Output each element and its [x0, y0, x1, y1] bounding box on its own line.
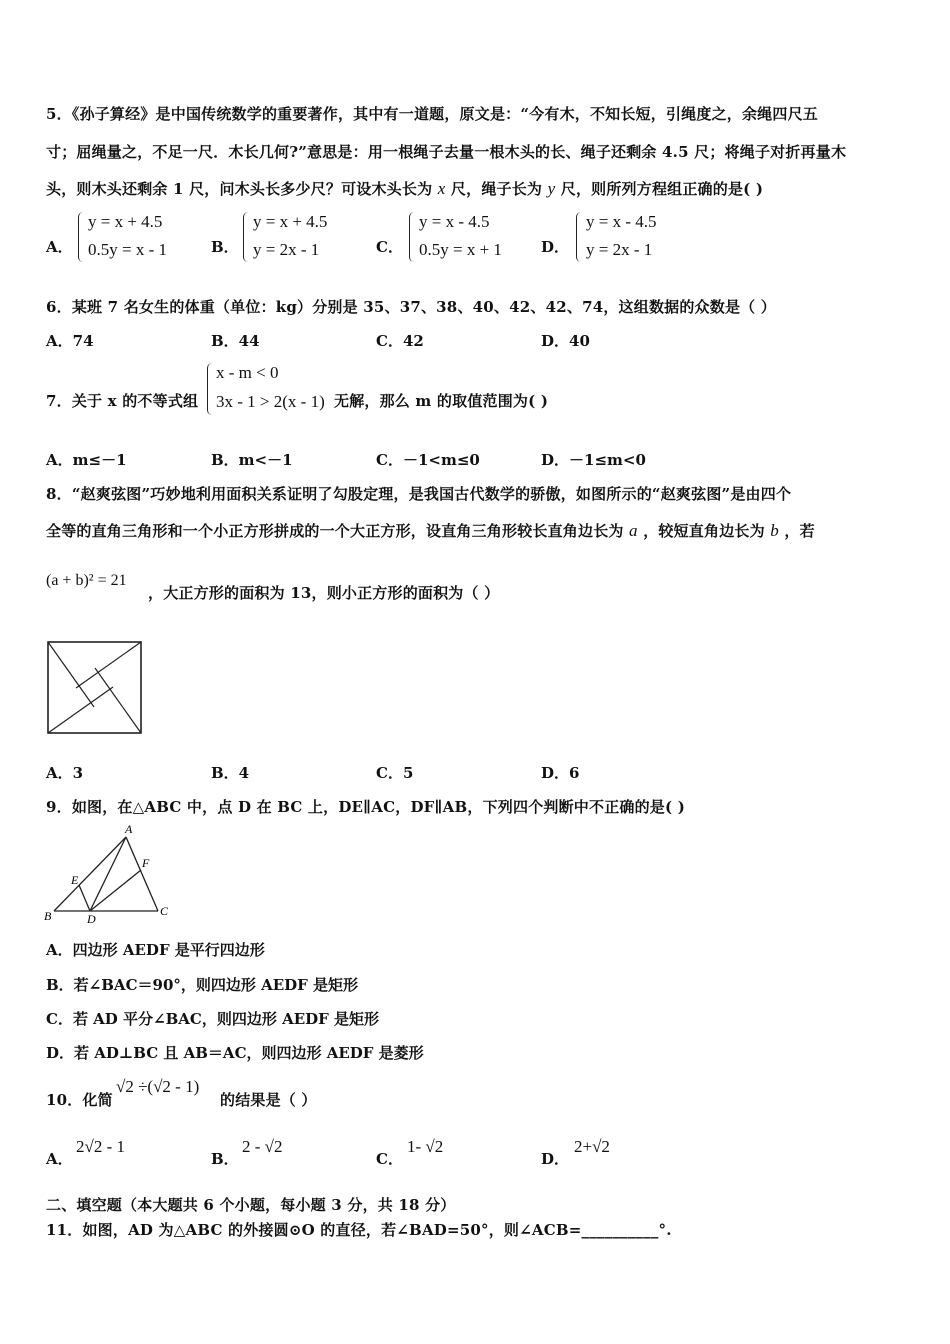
segment-df — [90, 870, 141, 911]
q8-var-b: b — [770, 521, 779, 540]
q5-option-d-brace — [576, 212, 583, 262]
q10-option-d-label: D． — [541, 1150, 570, 1168]
q5-option-b-brace — [243, 212, 250, 262]
q10-option-b-label: B． — [211, 1150, 239, 1168]
q7-suffix: 无解，那么 m 的取值范围为( ) — [334, 392, 549, 410]
q6-option-c[interactable]: C．42 — [376, 332, 424, 350]
q5-line3-a: 头，则木头还剩余 1 尺，问木头长多少尺？可设木头长为 — [46, 180, 433, 198]
q8-option-c[interactable]: C．5 — [376, 764, 414, 782]
q5-option-c-eq2: 0.5y = x + 1 — [419, 240, 502, 259]
diagram-line-4 — [48, 687, 113, 733]
q8-line2-b: ，较短直角边长为 — [643, 522, 765, 540]
q5-line3-b: 尺，绳子长为 — [450, 180, 543, 198]
q5-option-b-eq2: y = 2x - 1 — [253, 240, 320, 259]
label-d: D — [87, 912, 96, 925]
q5-option-a-brace — [78, 212, 85, 262]
q9-option-b[interactable]: B．若∠BAC＝90°，则四边形 AEDF 是矩形 — [46, 976, 359, 994]
q10-suffix: 的结果是（ ） — [220, 1091, 317, 1109]
q5-var-x: x — [437, 179, 446, 198]
q5-option-b-label: B． — [211, 238, 239, 256]
q10-option-b-expr: 2 - √2 — [242, 1137, 283, 1156]
q7-option-a[interactable]: A．m≤－1 — [46, 451, 127, 469]
q5-option-c-label: C． — [376, 238, 403, 256]
label-c: C — [160, 904, 169, 918]
q5-option-c-brace — [409, 212, 416, 262]
q5-option-a-eq1: y = x + 4.5 — [88, 212, 163, 231]
q9-option-a[interactable]: A．四边形 AEDF 是平行四边形 — [46, 941, 265, 959]
q10-option-a-label: A． — [46, 1150, 73, 1168]
q7-eq2: 3x - 1 > 2(x - 1) — [216, 392, 325, 411]
q5-option-d-label: D． — [541, 238, 570, 256]
q8-line1: 8．“赵爽弦图”巧妙地利用面积关系证明了勾股定理，是我国古代数学的骄傲，如图所示的“赵爽弦图”是由四个 — [46, 485, 792, 503]
label-f: F — [142, 856, 150, 870]
q6-option-a[interactable]: A．74 — [46, 332, 94, 350]
triangle-diagram — [44, 823, 176, 925]
q5-line3-c: 尺，则所列方程组正确的是( ) — [560, 180, 764, 198]
q7-prefix: 7．关于 x 的不等式组 — [46, 392, 199, 410]
q10-prefix: 10．化简 — [46, 1091, 113, 1109]
q5-option-d-eq1: y = x - 4.5 — [586, 212, 657, 231]
q7-brace — [207, 363, 214, 415]
label-e: E — [71, 873, 79, 887]
q11-text: 11．如图，AD 为△ABC 的外接圆⊙O 的直径，若∠BAD=50°，则∠ACB=__________°. — [46, 1221, 672, 1239]
q9-text: 9．如图，在△ABC 中，点 D 在 BC 上，DE∥AC，DF∥AB，下列四个判断中不正确的是( ) — [46, 798, 686, 816]
side-ab — [54, 837, 126, 911]
diagram-line-3 — [95, 668, 141, 733]
q7-option-c[interactable]: C．－1<m≤0 — [376, 451, 480, 469]
q5-var-y: y — [547, 179, 556, 198]
q5-option-d-eq2: y = 2x - 1 — [586, 240, 653, 259]
q6-option-d[interactable]: D．40 — [541, 332, 590, 350]
label-b: B — [44, 909, 52, 923]
q10-option-c-expr: 1- √2 — [407, 1137, 444, 1156]
q8-var-a: a — [629, 521, 638, 540]
zhao-shuang-diagram — [46, 640, 144, 736]
q7-option-d[interactable]: D．－1≤m<0 — [541, 451, 646, 469]
q7-option-b[interactable]: B．m<－1 — [211, 451, 293, 469]
q8-option-b[interactable]: B．4 — [211, 764, 250, 782]
q8-line2 — [46, 520, 815, 541]
q7-eq1: x - m < 0 — [216, 363, 279, 382]
q5-line2: 寸；屈绳量之，不足一尺．木长几何?”意思是：用一根绳子去量一根木头的长、绳子还剩余 4.5 尺；将绳子对折再量木 — [46, 143, 847, 161]
q10-expression: √2 ÷(√2 - 1) — [116, 1077, 200, 1096]
q10-option-d-expr: 2+√2 — [574, 1137, 610, 1156]
outer-square — [48, 642, 141, 733]
label-a: A — [125, 823, 133, 836]
q10-option-a-expr: 2√2 - 1 — [76, 1137, 125, 1156]
q5-line3 — [46, 178, 763, 199]
q8-line2-c: ，若 — [784, 522, 815, 540]
q5-line1: 5．《孙子算经》是中国传统数学的重要著作，其中有一道题，原文是：“今有木，不知长短，引绳度之，余绳四尺五 — [46, 105, 818, 123]
q8-line2-a: 全等的直角三角形和一个小正方形拼成的一个大正方形，设直角三角形较长直角边长为 — [46, 522, 624, 540]
q8-option-d[interactable]: D．6 — [541, 764, 580, 782]
q5-option-a-eq2: 0.5y = x - 1 — [88, 240, 167, 259]
q6-option-b[interactable]: B．44 — [211, 332, 260, 350]
diagram-line-1 — [48, 642, 94, 707]
q5-option-a-label: A． — [46, 238, 73, 256]
side-ac — [126, 837, 158, 911]
q8-formula: (a + b)² = 21 — [46, 572, 127, 589]
section-2-title: 二、填空题（本大题共 6 个小题，每小题 3 分，共 18 分） — [46, 1196, 456, 1214]
diagram-line-2 — [76, 642, 141, 688]
segment-ad — [90, 837, 126, 911]
q6-text: 6．某班 7 名女生的体重（单位：kg）分别是 35、37、38、40、42、42、74，这组数据的众数是（ ） — [46, 298, 776, 316]
q8-option-a[interactable]: A．3 — [46, 764, 84, 782]
segment-de — [79, 885, 90, 911]
q9-option-c[interactable]: C．若 AD 平分∠BAC，则四边形 AEDF 是矩形 — [46, 1010, 380, 1028]
q9-option-d[interactable]: D．若 AD⊥BC 且 AB＝AC，则四边形 AEDF 是菱形 — [46, 1044, 424, 1062]
q8-line3: ，大正方形的面积为 13，则小正方形的面积为（ ） — [148, 584, 500, 602]
q5-option-b-eq1: y = x + 4.5 — [253, 212, 328, 231]
q5-option-c-eq1: y = x - 4.5 — [419, 212, 490, 231]
q10-option-c-label: C． — [376, 1150, 403, 1168]
